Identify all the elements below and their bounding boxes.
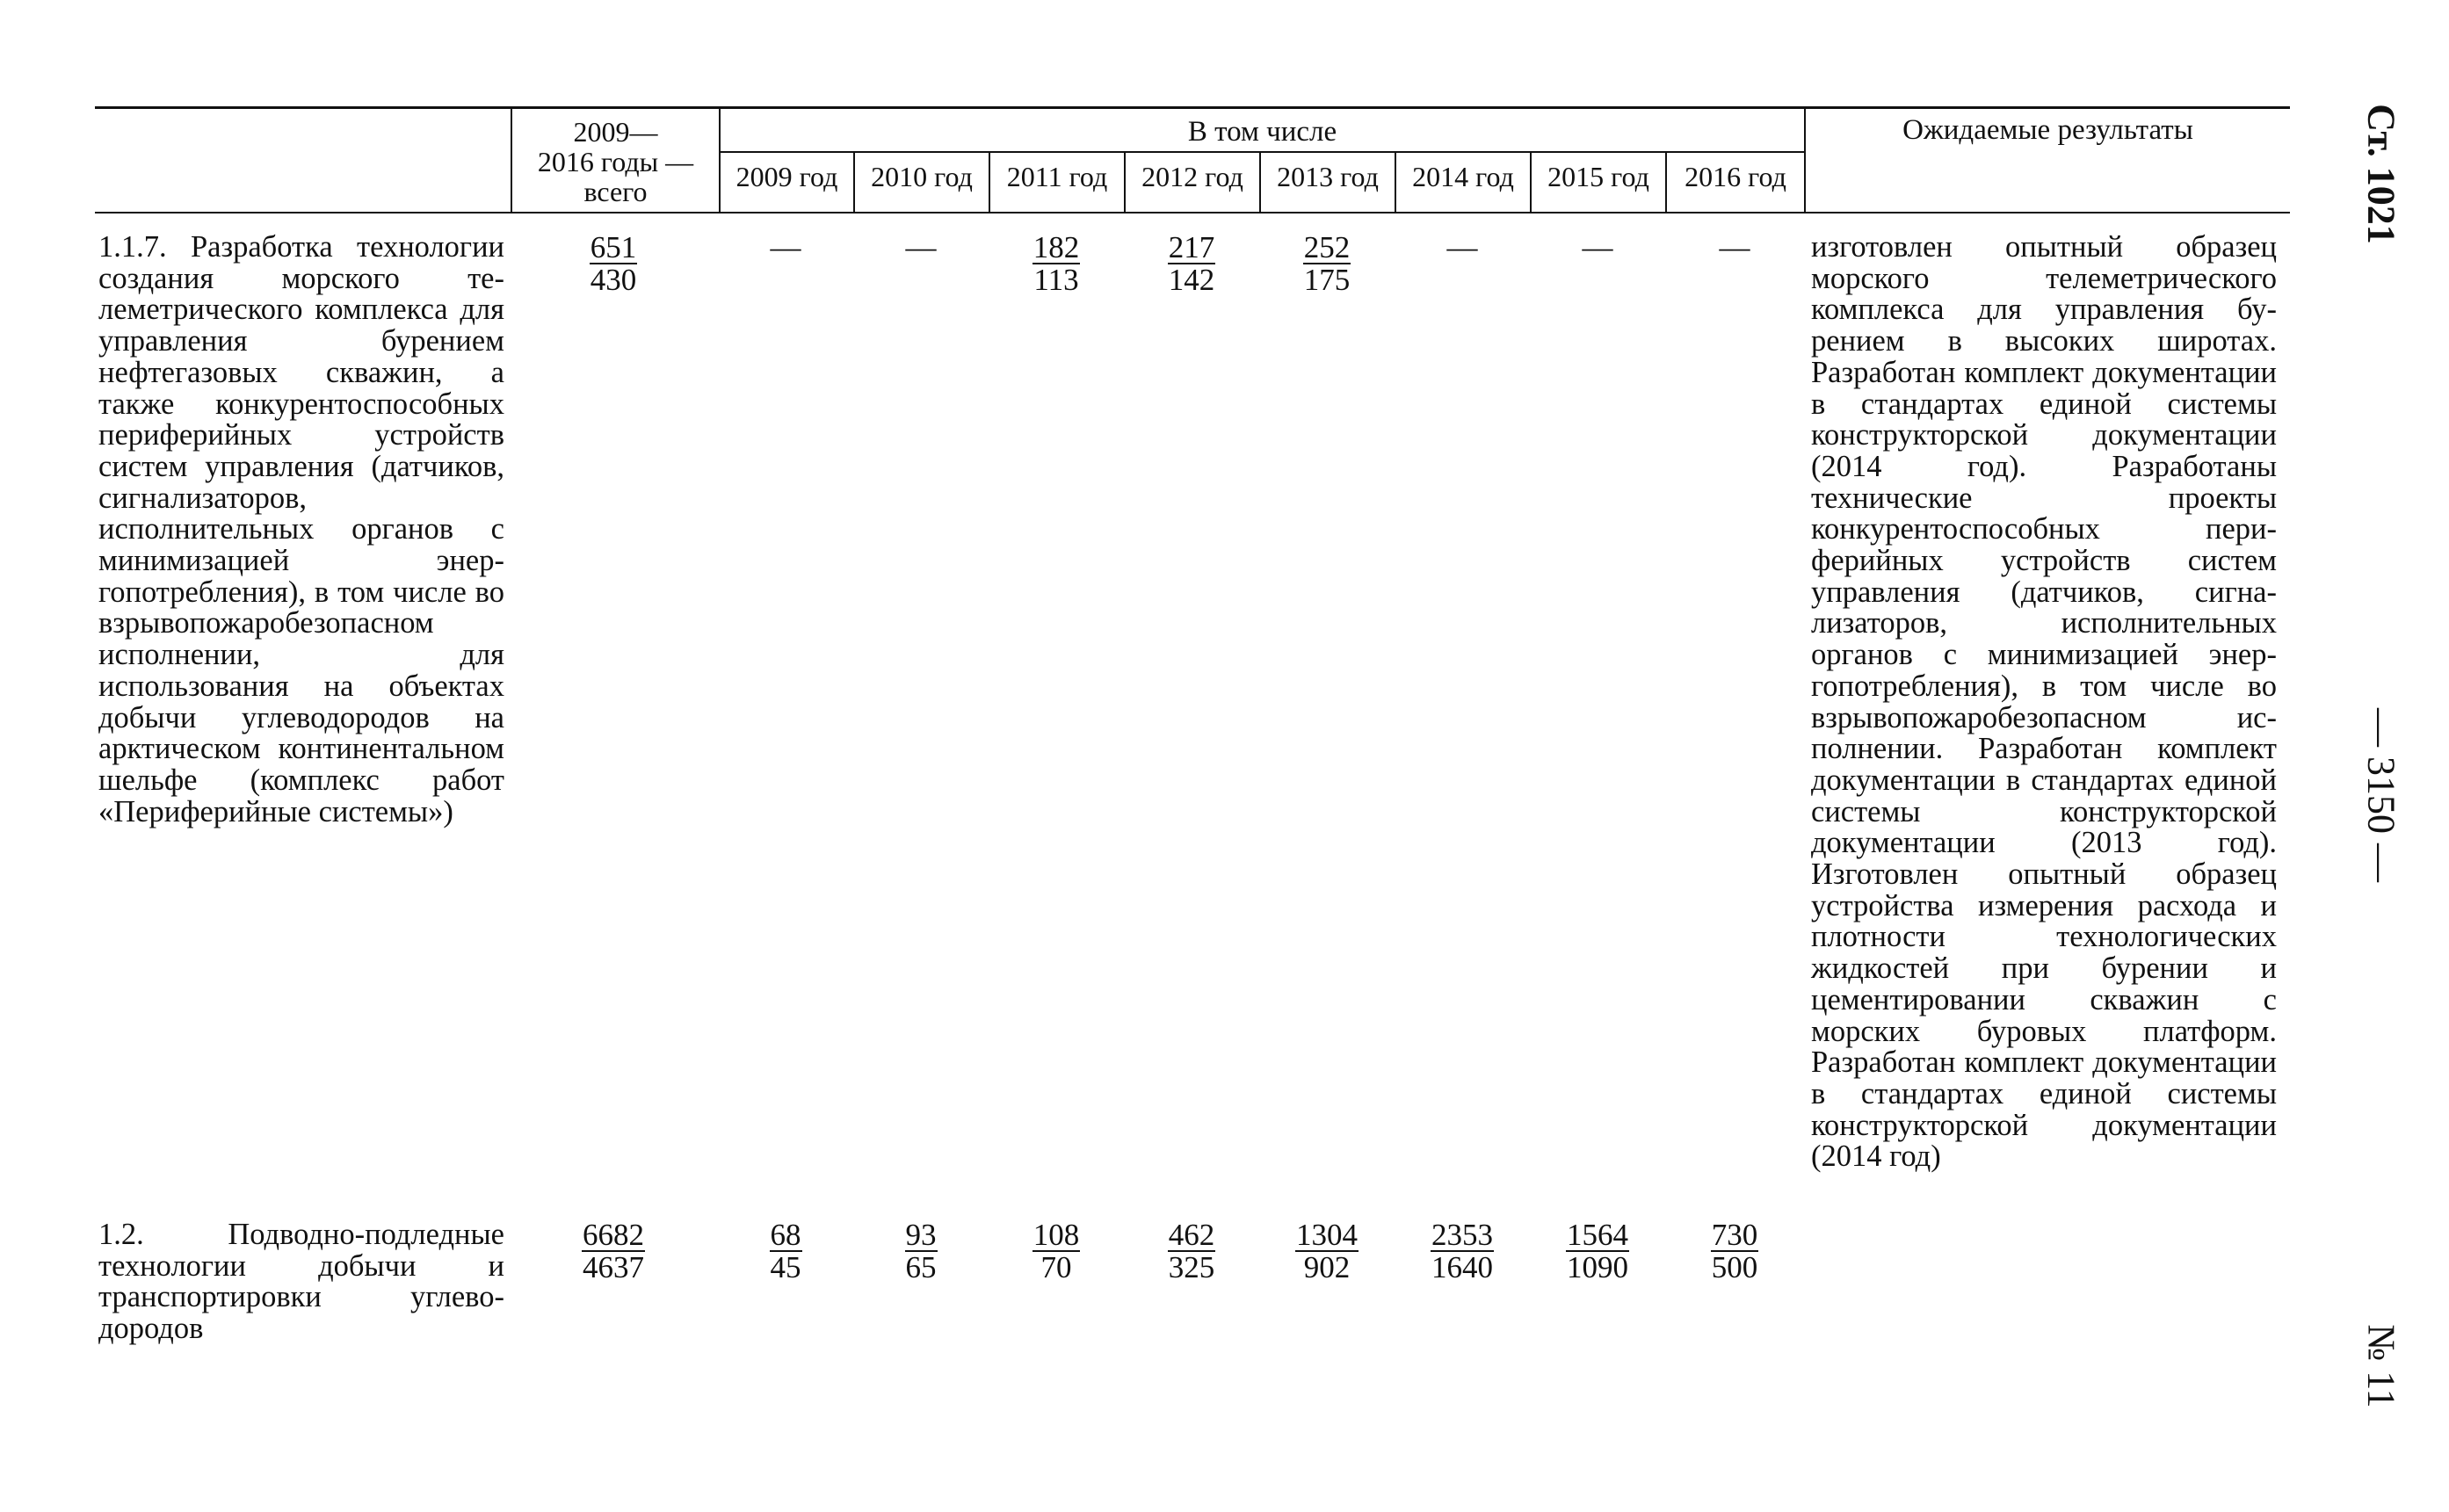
value-denominator: 430 (590, 262, 637, 297)
year-value (990, 1219, 1122, 1283)
row-total (547, 1219, 679, 1283)
value-denominator: 4637 (583, 1249, 644, 1284)
value-numerator: 1304 (1296, 1218, 1358, 1252)
value-numerator: 182 (1032, 230, 1080, 264)
value-numerator: 108 (1032, 1218, 1080, 1252)
header-year: 2014 год (1412, 161, 1514, 192)
value-denominator: 113 (1033, 262, 1079, 297)
value-denominator: 142 (1168, 262, 1215, 297)
header-year: 2012 год (1141, 161, 1243, 192)
year-value-dash: — (1582, 230, 1613, 264)
header-total-line: 2016 годы — (537, 146, 694, 177)
header-total (512, 117, 719, 206)
year-value (1396, 1219, 1528, 1283)
year-value (720, 1219, 851, 1283)
header-year: 2016 год (1685, 161, 1786, 192)
year-value (1669, 1219, 1801, 1283)
header-total-line: всего (583, 176, 648, 207)
header-total-line: 2009— (573, 116, 658, 148)
page-number: — 3150 — (2359, 708, 2403, 882)
value-denominator: 325 (1168, 1249, 1215, 1284)
year-subheader-rule (719, 151, 1804, 153)
value-numerator: 93 (905, 1218, 937, 1252)
value-numerator: 6682 (583, 1218, 644, 1252)
header-bottom-rule (95, 212, 2290, 213)
value-denominator: 1090 (1567, 1249, 1628, 1284)
year-value-dash: — (1719, 230, 1750, 264)
value-denominator: 175 (1303, 262, 1351, 297)
value-numerator: 1564 (1567, 1218, 1628, 1252)
header-including: В том числе (1187, 116, 1337, 148)
page-reference: Ст. 1021 (2359, 104, 2403, 244)
year-value (1126, 1219, 1257, 1283)
value-numerator: 2353 (1431, 1218, 1493, 1252)
year-value-dash: — (1446, 230, 1478, 264)
header-results: Ожидаемые результаты (1902, 114, 2193, 146)
header-year: 2010 год (871, 161, 973, 192)
header-year: 2009 год (735, 161, 838, 192)
year-value (1126, 232, 1257, 295)
row-total (547, 232, 679, 295)
row-description: 1.2. Подводно-подледные технологии добычи и транспортировки углеводородов (98, 1218, 504, 1346)
value-numerator: 462 (1168, 1218, 1215, 1252)
value-denominator: 45 (770, 1249, 801, 1284)
year-value (855, 1219, 987, 1283)
value-numerator: 68 (770, 1218, 801, 1252)
table-top-rule (95, 106, 2290, 109)
value-numerator: 651 (590, 230, 637, 264)
value-denominator: 902 (1303, 1249, 1351, 1284)
year-value (1261, 1219, 1393, 1283)
row-result: изготовлен опытный образец морского телеметрического комплекса для управления бурением в высоких широтах. Разработан комплект документации в стандартах единой системы конструкторской документации (2014 год). Разработаны технические проекты конкурентоспособных периферийных устройств систем управления (датчиков, сигнализаторов, исполнительных органов с минимизацией энергопотребления), в том числе во взрывопожаробезопасном исполнении. Разработан комплект документации в стандартах единой системы конструкторской документации (2013 год). Изготовлен опытный образец устройства измерения расхода и плотности технологических жидкостей при бурении и цементировании скважин с морских буровых платформ. Разработан комплект документации в стандартах единой системы конструкторской документации (2014 год) (1811, 230, 2277, 1174)
issue-number: № 11 (2359, 1324, 2403, 1408)
value-denominator: 70 (1040, 1249, 1072, 1284)
value-denominator: 65 (905, 1249, 937, 1284)
header-year: 2011 год (1006, 161, 1108, 192)
header-year: 2015 год (1547, 161, 1649, 192)
header-year: 2013 год (1277, 161, 1379, 192)
value-denominator: 500 (1711, 1249, 1758, 1284)
row-description: 1.1.7. Разработка технологии создания морского телеметрического комплекса для управления бурением нефтегазовых скважин, а также конкурентоспособных периферийных устройств систем управления (датчиков, сигнализаторов, исполнительных органов с минимизацией энергопотребления), в том числе во взрывопожаробезопасном исполнении, для использования на объектах добычи углеводородов на арктическом континентальном шельфе (комплекс работ «Периферийные системы») (98, 230, 504, 828)
value-numerator: 730 (1711, 1218, 1758, 1252)
year-value-dash: — (905, 230, 937, 264)
year-value (990, 232, 1122, 295)
value-numerator: 252 (1303, 230, 1351, 264)
value-denominator: 1640 (1431, 1249, 1493, 1284)
year-value-dash: — (770, 230, 801, 264)
year-value (1532, 1219, 1663, 1283)
year-value (1261, 232, 1393, 295)
value-numerator: 217 (1168, 230, 1215, 264)
